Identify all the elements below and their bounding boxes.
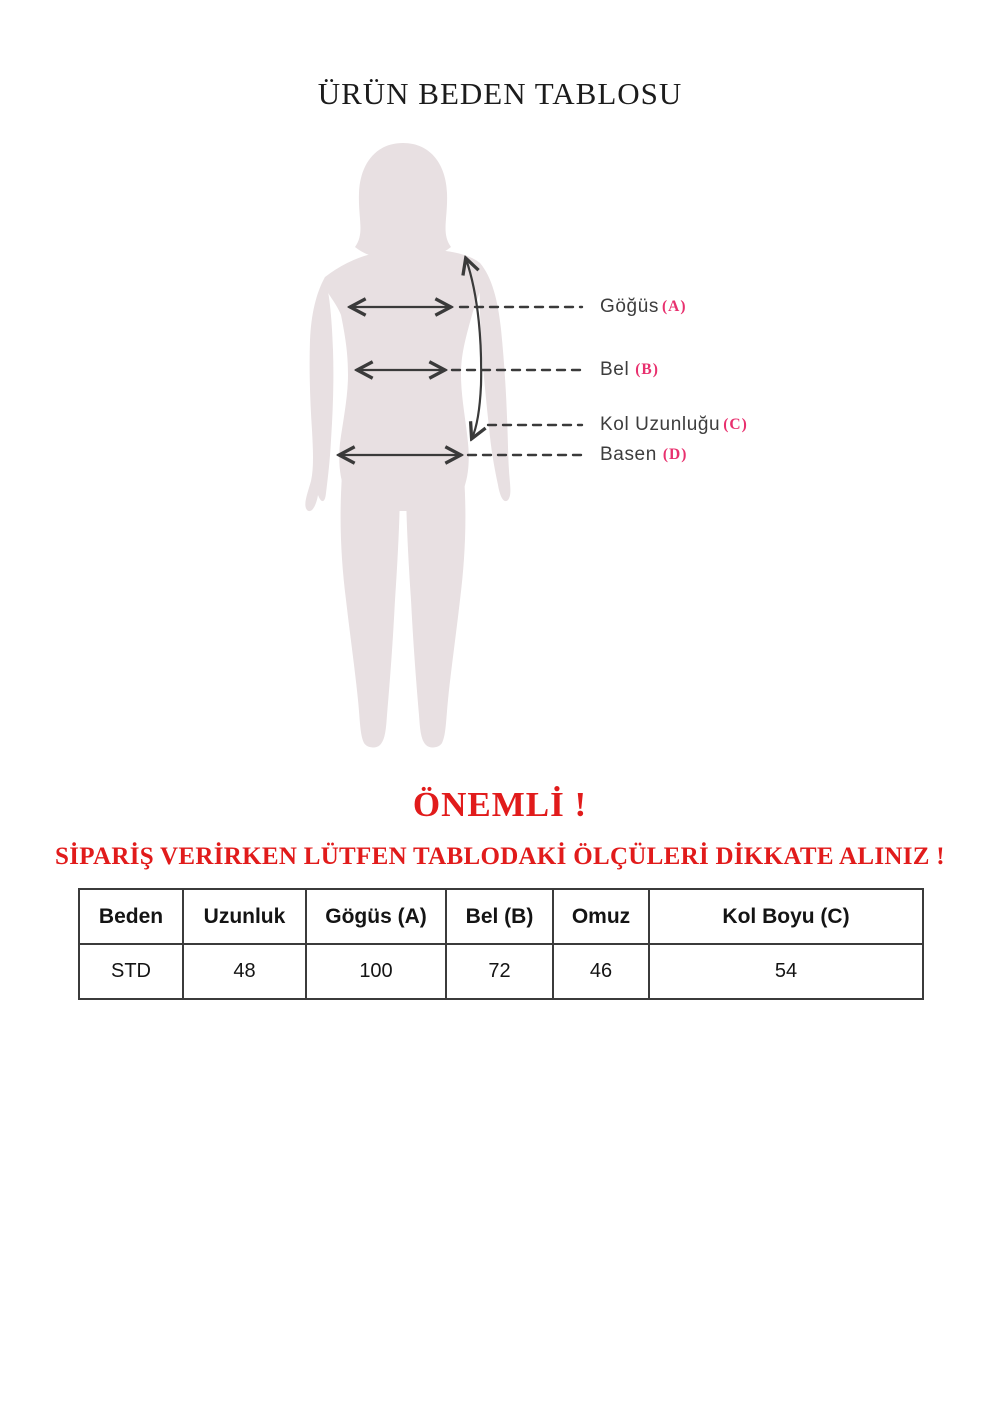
order-warning-text: SİPARİŞ VERİRKEN LÜTFEN TABLODAKİ ÖLÇÜLERİ DİKKATE ALINIZ ! [55,843,945,870]
label-chest [600,295,687,320]
arm-length-label: Kol Uzunluğu [600,414,721,435]
page-title: ÜRÜN BEDEN TABLOSU [317,76,683,111]
arm-length-code: (C) [723,416,748,433]
cell-omuz: 46 [553,944,649,999]
important-heading: ÖNEMLİ ! [412,785,588,824]
col-header-bel: Bel (B) [446,889,553,944]
col-header-omuz: Omuz [553,889,649,944]
label-hip [600,443,687,468]
col-header-gogus: Gögüs (A) [306,889,446,944]
hip-label: Basen [600,444,657,465]
label-waist [600,358,659,383]
col-header-uzunluk: Uzunluk [183,889,306,944]
col-header-kol-boyu: Kol Boyu (C) [649,889,923,944]
chest-code: (A) [661,298,687,315]
cell-bel: 72 [446,944,553,999]
size-table [78,888,924,1000]
size-table-header-row [79,889,923,944]
female-silhouette [305,143,510,747]
label-arm-length [600,413,748,438]
cell-beden: STD [79,944,183,999]
cell-gogus: 100 [306,944,446,999]
waist-code: (B) [635,361,659,378]
hip-code: (D) [662,446,688,463]
size-table-row-std [79,944,923,999]
col-header-beden: Beden [79,889,183,944]
cell-uzunluk: 48 [183,944,306,999]
chest-label: Göğüs [600,296,659,317]
cell-kol-boyu: 54 [649,944,923,999]
waist-label: Bel [600,359,630,380]
